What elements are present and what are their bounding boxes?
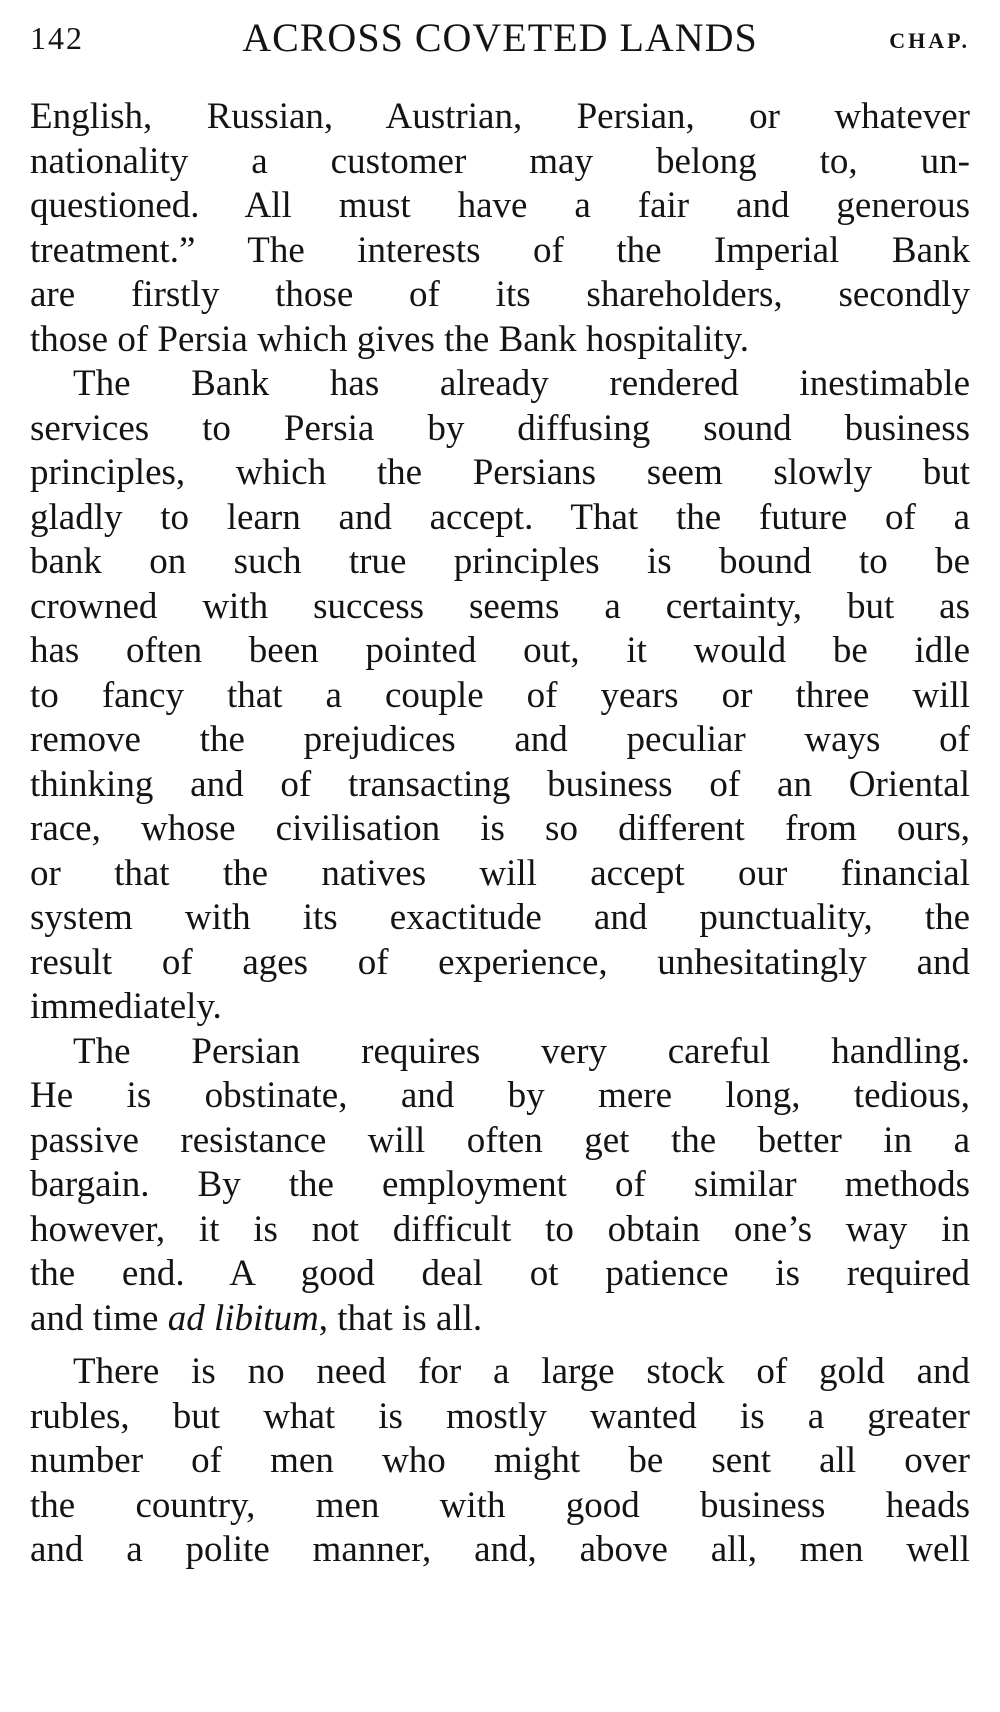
text-line: thinking and of transacting business of an Oriental	[30, 763, 970, 805]
text-line-with-italic	[30, 1297, 970, 1342]
text-line: principles, which the Persians seem slowly but	[30, 452, 970, 493]
text-line: There is no need for a large stock of gold and	[73, 1351, 970, 1392]
text-line: or that the natives will accept our financial	[30, 852, 970, 894]
text-line: to fancy that a couple of years or three will	[30, 674, 970, 716]
page-number: 142	[30, 20, 84, 56]
text-line: however, it is not difficult to obtain one’s way in	[30, 1208, 970, 1250]
text-run: , that is all.	[318, 1297, 483, 1339]
running-title: ACROSS COVETED LANDS	[242, 15, 758, 60]
text-run: and time	[30, 1297, 168, 1339]
text-line: bank on such true principles is bound to be	[30, 541, 970, 582]
text-line: number of men who might be sent all over	[30, 1440, 970, 1481]
text-line: the country, men with good business heads	[30, 1484, 970, 1526]
text-line: the end. A good deal ot patience is required	[30, 1253, 970, 1294]
text-line: crowned with success seems a certainty, but as	[30, 585, 970, 627]
text-line: questioned. All must have a fair and generous	[30, 185, 970, 226]
text-line: passive resistance will often get the better in a	[30, 1119, 970, 1161]
text-line: remove the prejudices and peculiar ways of	[30, 719, 970, 760]
text-line: immediately.	[30, 986, 222, 1027]
text-line: The Persian requires very careful handling.	[73, 1030, 970, 1072]
text-line: treatment.” The interests of the Imperial Bank	[30, 229, 970, 271]
text-line: and a polite manner, and, above all, men well	[30, 1529, 970, 1570]
text-line: nationality a customer may belong to, un-	[30, 140, 970, 182]
text-line: bargain. By the employment of similar methods	[30, 1164, 970, 1205]
body-text	[30, 95, 970, 1573]
text-line: are firstly those of its shareholders, secondly	[30, 274, 970, 315]
text-line: result of ages of experience, unhesitatingly and	[30, 941, 970, 983]
text-line: English, Russian, Austrian, Persian, or whatever	[30, 96, 970, 137]
text-line: rubles, but what is mostly wanted is a greater	[30, 1395, 970, 1437]
text-line: those of Persia which gives the Bank hospitality.	[30, 318, 749, 360]
italic-phrase: ad libitum	[167, 1297, 319, 1339]
text-line: system with its exactitude and punctuality, the	[30, 897, 970, 938]
text-line: gladly to learn and accept. That the future of a	[30, 496, 970, 538]
text-line: services to Persia by diffusing sound business	[30, 407, 970, 449]
text-line: race, whose civilisation is so different from ours,	[30, 808, 970, 849]
text-line: He is obstinate, and by mere long, tedious,	[30, 1075, 970, 1116]
running-header	[30, 14, 970, 74]
text-line: has often been pointed out, it would be idle	[30, 630, 970, 671]
text-line: The Bank has already rendered inestimable	[73, 363, 970, 404]
chapter-label: CHAP.	[889, 28, 970, 53]
